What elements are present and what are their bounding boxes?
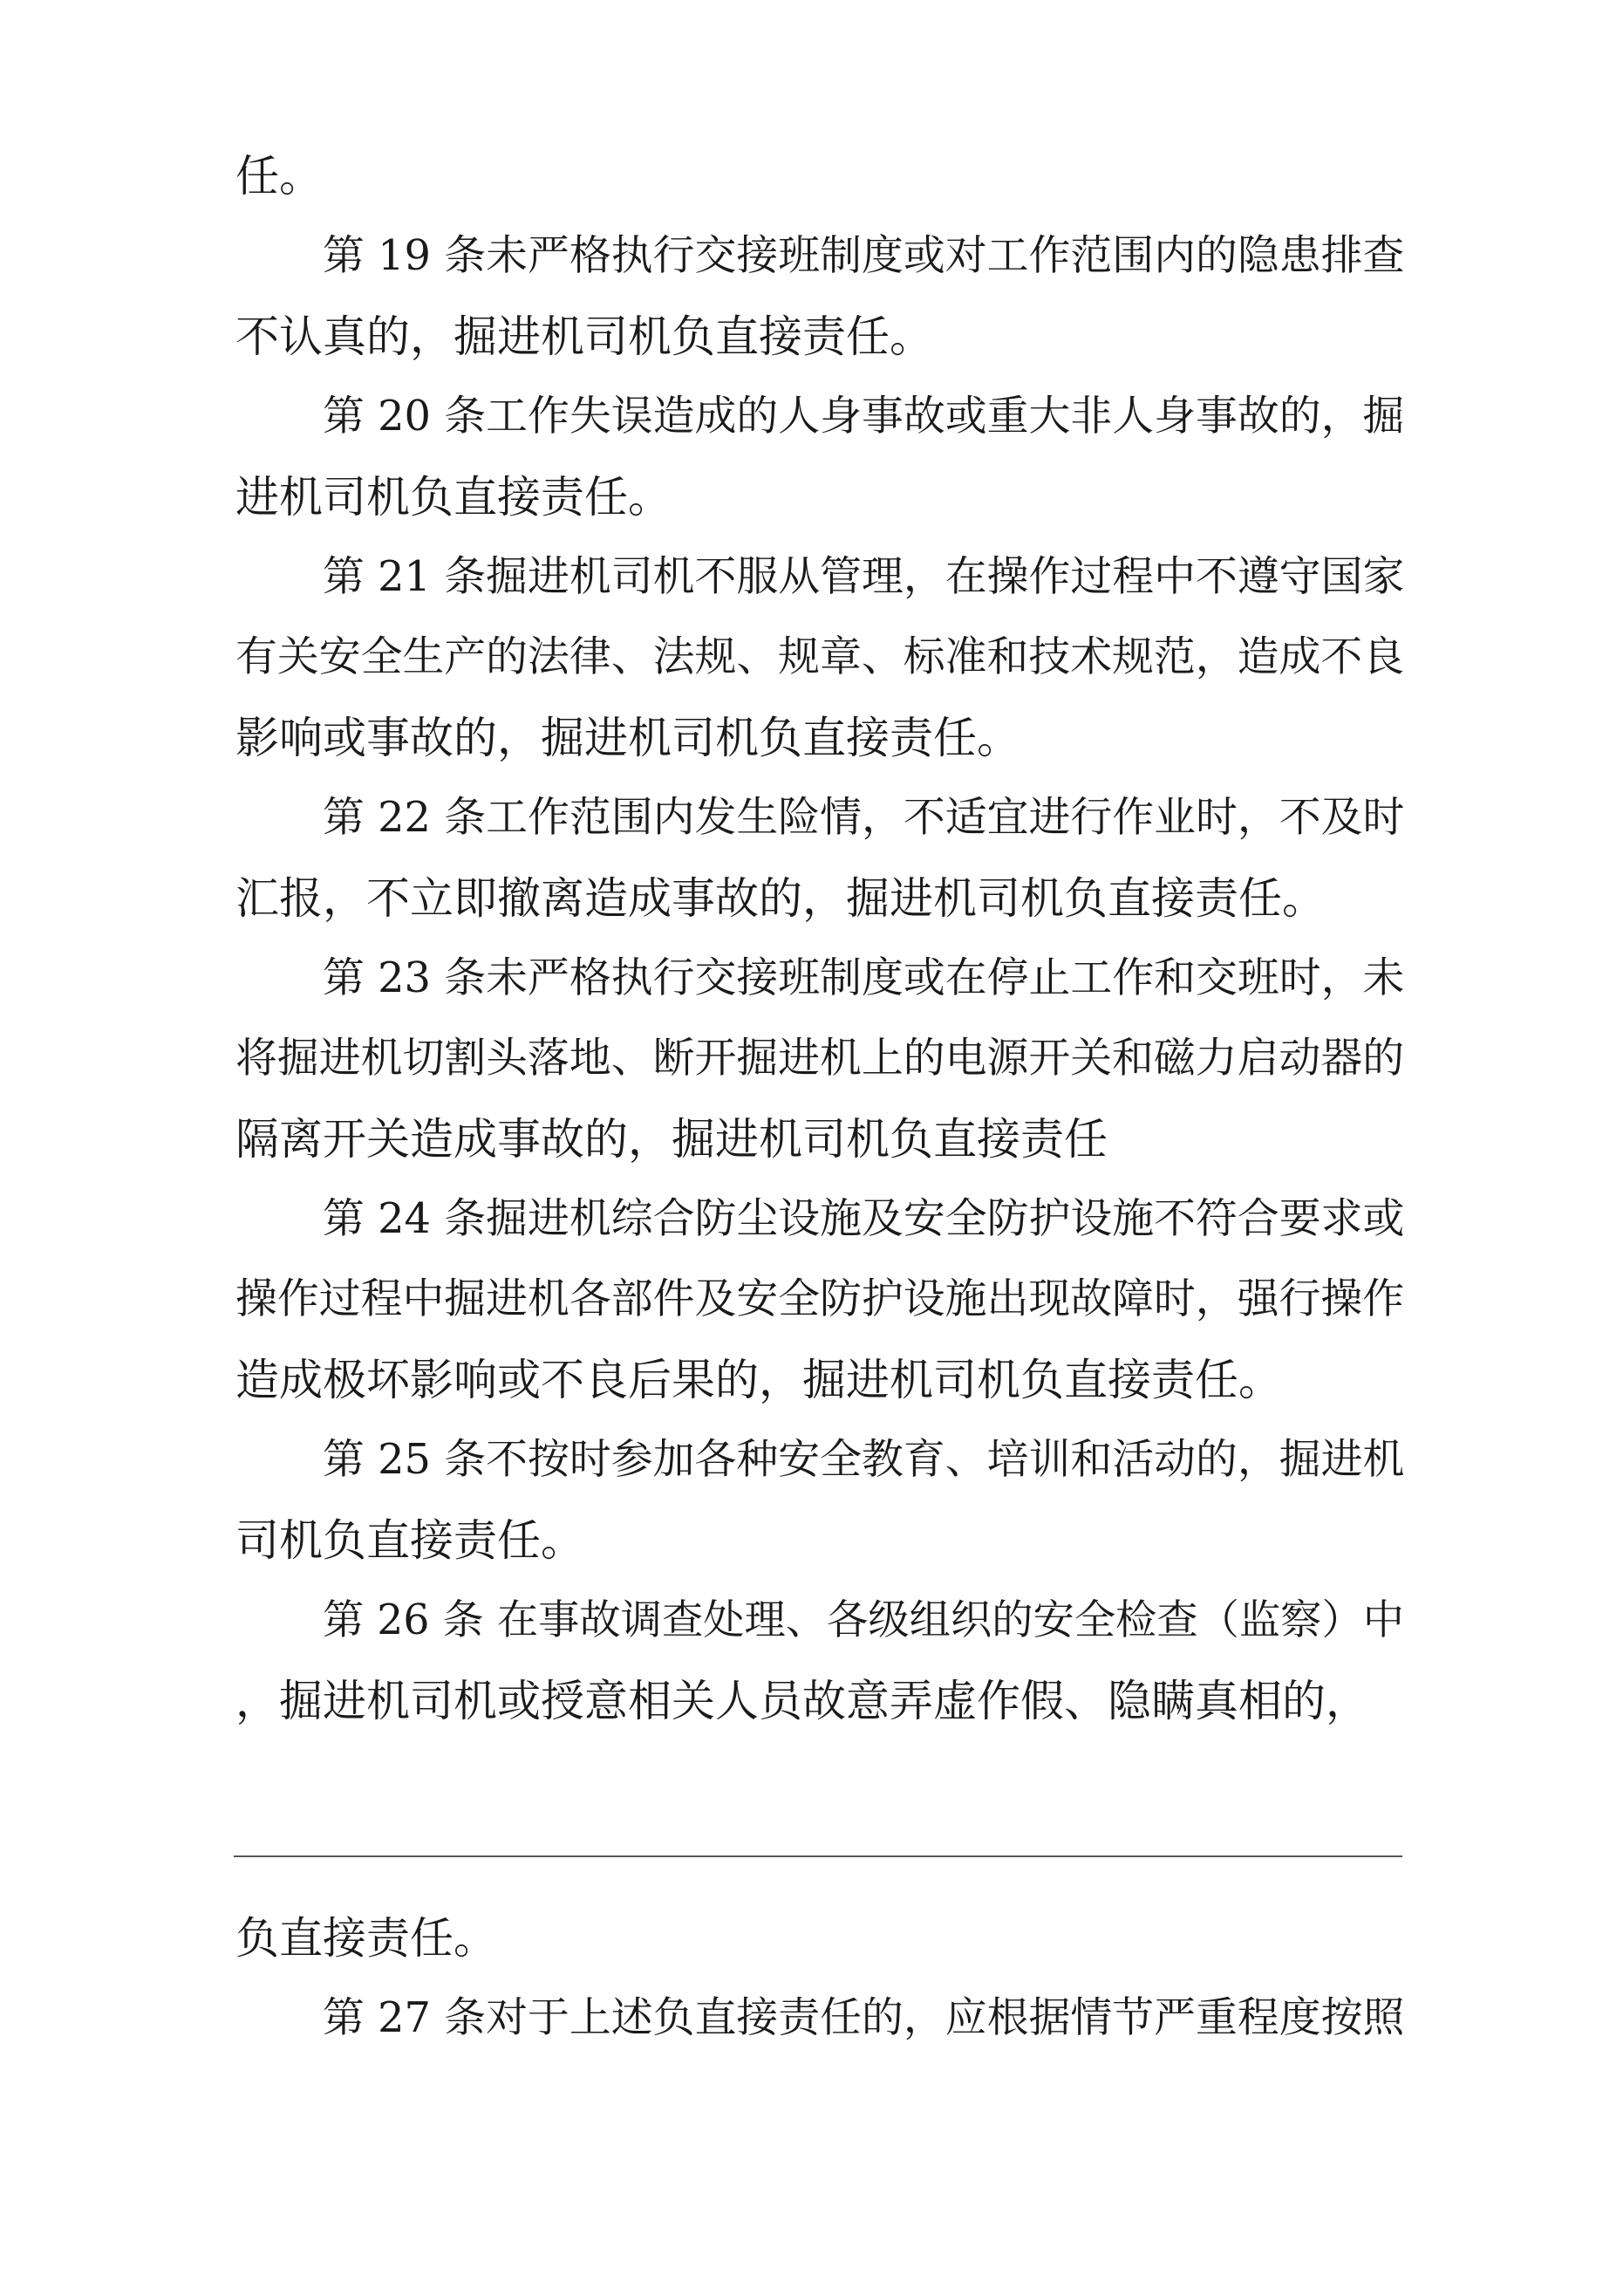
text-line: 司机负直接责任。 <box>235 1515 584 1566</box>
article-23-line: 第 23 条未严格执行交接班制度或在停止工作和交班时，未 <box>323 954 1405 1002</box>
text-line: 有关安全生产的法律、法规、规章、标准和技术规范，造成不良 <box>235 633 1405 681</box>
article-25-line: 第 25 条不按时参加各种安全教育、培训和活动的，掘进机 <box>323 1436 1405 1484</box>
article-27-line: 第 27 条对于上述负直接责任的，应根据情节严重程度按照 <box>323 1994 1405 2042</box>
text-line: 进机司机负直接责任。 <box>235 472 672 523</box>
text-line: 造成极坏影响或不良后果的，掘进机司机负直接责任。 <box>235 1355 1282 1405</box>
text-line: ，掘进机司机或授意相关人员故意弄虚作假、隐瞒真相的， <box>235 1676 1369 1726</box>
page-break-divider <box>234 1855 1402 1857</box>
text-line: 负直接责任。 <box>235 1913 497 1964</box>
article-24-line: 第 24 条掘进机综合防尘设施及安全防护设施不符合要求或 <box>323 1195 1405 1243</box>
article-26-line: 第 26 条 在事故调查处理、各级组织的安全检查（监察）中 <box>323 1596 1405 1644</box>
text-line: 影响或事故的，掘进机司机负直接责任。 <box>235 713 1020 763</box>
text-line: 隔离开关造成事故的，掘进机司机负直接责任 <box>235 1114 1108 1165</box>
text-line: 不认真的，掘进机司机负直接责任。 <box>235 311 933 362</box>
text-line: 将掘进机切割头落地、断开掘进机上的电源开关和磁力启动器的 <box>235 1035 1405 1083</box>
text-line: 操作过程中掘进机各部件及安全防护设施出现故障时，强行操作 <box>235 1275 1405 1323</box>
text-line: 汇报，不立即撤离造成事故的，掘进机司机负直接责任。 <box>235 873 1326 924</box>
article-21-line: 第 21 条掘进机司机不服从管理，在操作过程中不遵守国家 <box>323 553 1405 601</box>
text-line: 任。 <box>235 151 323 202</box>
article-22-line: 第 22 条工作范围内发生险情，不适宜进行作业时，不及时 <box>323 794 1405 842</box>
article-20-line: 第 20 条工作失误造成的人身事故或重大非人身事故的，掘 <box>323 393 1405 441</box>
article-19-line: 第 19 条未严格执行交接班制度或对工作范围内的隐患排查 <box>323 232 1405 280</box>
